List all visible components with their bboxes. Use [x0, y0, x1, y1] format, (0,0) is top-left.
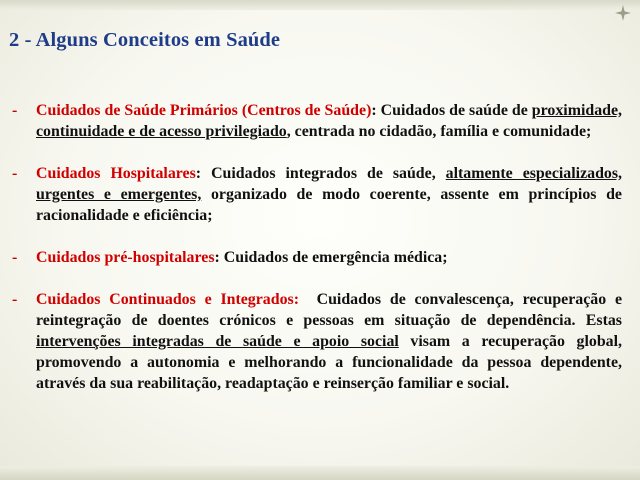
item-text-end: visam a recuperação global, promovendo a autonomia e melhorando a funcionalidade da pessoa dependente, através da sua reabilitação, readaptação e reinserção familiar e social. — [36, 333, 622, 392]
list-item-prehospital-care — [12, 247, 622, 268]
list-item-primary-care — [12, 100, 622, 142]
item-term: Cuidados Continuados e Integrados: — [36, 291, 300, 308]
item-text: Cuidados integrados de saúde, — [211, 165, 446, 182]
item-text: Cuidados de convalescença, recuperação e reintegração de doentes crónicos e pessoas em situação de dependência. Estas — [36, 291, 622, 329]
item-text: Cuidados de saúde de — [380, 102, 532, 119]
bottom-decorative-stripe — [0, 466, 640, 480]
item-term: Cuidados pré-hospitalares — [36, 249, 215, 266]
four-point-star-icon — [615, 5, 631, 21]
item-separator: : — [195, 165, 212, 182]
item-underlined-text: altamente especializados, urgentes e emergentes, — [36, 165, 623, 203]
item-separator: : — [214, 249, 224, 266]
slide-title: 2 - Alguns Conceitos em Saúde — [9, 29, 281, 51]
list-bullet-dash: - — [12, 165, 18, 182]
item-term: Cuidados de Saúde Primários (Centros de Saúde) — [36, 102, 372, 119]
list-bullet-dash: - — [12, 291, 18, 308]
item-text-end: , centrada no cidadão, família e comunidade; — [286, 123, 592, 140]
item-separator: : — [371, 102, 381, 119]
item-text-end: organizado de modo coerente, assente em princípios de racionalidade e eficiência; — [36, 186, 622, 224]
item-term: Cuidados Hospitalares — [36, 165, 196, 182]
item-underlined-text: intervenções integradas de saúde e apoio social — [36, 333, 399, 350]
list-bullet-dash: - — [12, 249, 18, 266]
list-item-continued-care — [12, 289, 622, 394]
item-underlined-text: proximidade, continuidade e de acesso privilegiado — [36, 102, 623, 140]
item-separator — [299, 291, 317, 308]
list-item-hospital-care — [12, 163, 622, 226]
top-decorative-stripe — [0, 0, 640, 10]
slide-content — [12, 100, 622, 394]
item-text: Cuidados de emergência médica; — [223, 249, 448, 266]
list-bullet-dash: - — [12, 102, 18, 119]
